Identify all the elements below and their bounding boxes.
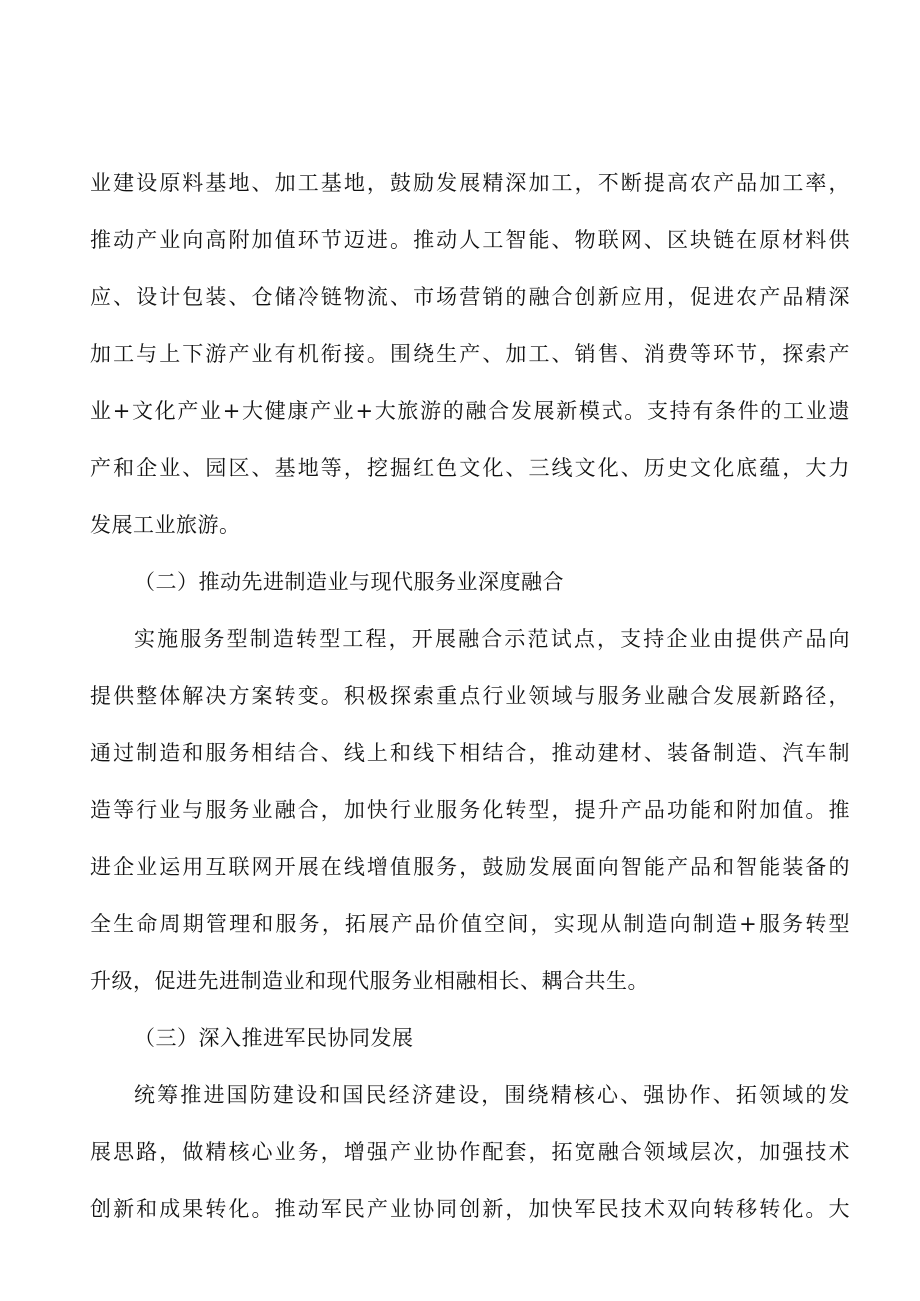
section-heading-3: （三）深入推进军民协同发展: [134, 1026, 414, 1050]
paragraph-1-line-4: 加工与上下游产业有机衔接。围绕生产、加工、销售、消费等环节，探索产: [90, 342, 850, 366]
paragraph-2-line-5: 进企业运用互联网开展在线增值服务，鼓励发展面向智能产品和智能装备的: [90, 855, 850, 879]
paragraph-1-line-7: 发展工业旅游。: [90, 513, 241, 537]
paragraph-1-line-6: 产和企业、园区、基地等，挖掘红色文化、三线文化、历史文化底蕴，大力: [90, 456, 850, 480]
paragraph-2-line-7: 升级，促进先进制造业和现代服务业相融相长、耦合共生。: [90, 969, 649, 993]
paragraph-1-line-5: 业+文化产业+大健康产业+大旅游的融合发展新模式。支持有条件的工业遗: [90, 399, 850, 423]
paragraph-3-line-2: 展思路，做精核心业务，增强产业协作配套，拓宽融合领域层次，加强技术: [90, 1140, 850, 1164]
paragraph-3-line-1: 统筹推进国防建设和国民经济建设，围绕精核心、强协作、拓领域的发: [134, 1083, 850, 1107]
section-heading-2: （二）推动先进制造业与现代服务业深度融合: [134, 570, 564, 594]
paragraph-2-line-3: 通过制造和服务相结合、线上和线下相结合，推动建材、装备制造、汽车制: [90, 741, 850, 765]
paragraph-2-line-2: 提供整体解决方案转变。积极探索重点行业领域与服务业融合发展新路径，: [90, 684, 850, 708]
paragraph-2-line-1: 实施服务型制造转型工程，开展融合示范试点，支持企业由提供产品向: [134, 627, 850, 651]
paragraph-1-line-3: 应、设计包装、仓储冷链物流、市场营销的融合创新应用，促进农产品精深: [90, 285, 850, 309]
paragraph-3-line-3: 创新和成果转化。推动军民产业协同创新，加快军民技术双向转移转化。大: [90, 1197, 850, 1221]
paragraph-2-line-4: 造等行业与服务业融合，加快行业服务化转型，提升产品功能和附加值。推: [90, 798, 850, 822]
paragraph-1-line-1: 业建设原料基地、加工基地，鼓励发展精深加工，不断提高农产品加工率，: [90, 171, 850, 195]
paragraph-1-line-2: 推动产业向高附加值环节迈进。推动人工智能、物联网、区块链在原材料供: [90, 228, 850, 252]
paragraph-2-line-6: 全生命周期管理和服务，拓展产品价值空间，实现从制造向制造+服务转型: [90, 912, 850, 936]
